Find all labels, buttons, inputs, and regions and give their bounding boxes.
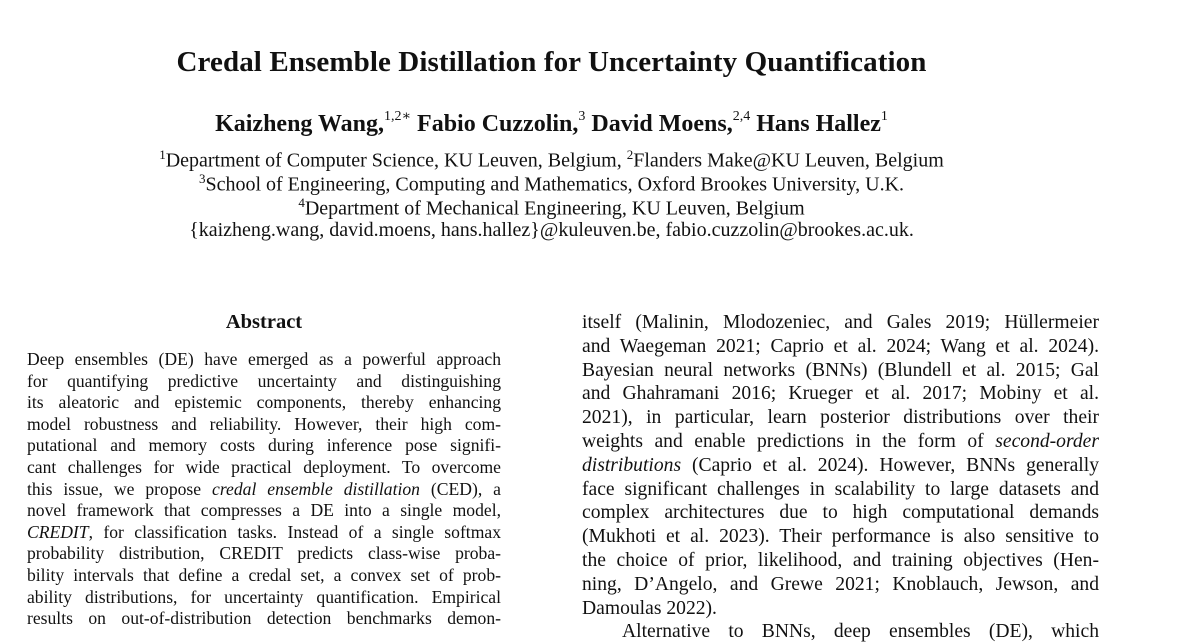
author-affiliation-mark: 3	[578, 109, 586, 124]
text-run: weights and enable predictions in the form of	[582, 430, 996, 452]
text-line	[582, 454, 1099, 478]
abstract-body	[27, 349, 501, 630]
author-name: Fabio Cuzzolin,	[417, 111, 579, 137]
affiliation-mark: 1	[159, 147, 166, 162]
affiliation-mark: 3	[198, 171, 206, 186]
author-name: David Moens,	[591, 111, 733, 137]
text-line	[582, 525, 1099, 549]
abstract-heading: Abstract	[225, 311, 303, 333]
text-run: face significant challenges in scalability to large datasets and	[582, 478, 1099, 500]
text-run: the choice of prior, likelihood, and training objectives (Hen-	[582, 549, 1099, 571]
affiliation-mark: 4	[298, 195, 305, 210]
text-run: (CED), a	[419, 478, 501, 499]
text-run: Damoulas 2022).	[582, 597, 717, 619]
text-line	[27, 522, 501, 544]
text-line	[27, 543, 501, 565]
text-line	[27, 587, 501, 609]
text-run: cant challenges for wide practical deployment. To overcome	[27, 456, 501, 477]
text-line	[582, 478, 1099, 502]
text-run: ability distributions, for uncertainty quantification. Empirical	[27, 586, 501, 607]
text-run: (Caprio et al. 2024). However, BNNs generally	[681, 454, 1099, 476]
text-run: ning, D’Angelo, and Grewe 2021; Knoblauch, Jewson, and	[582, 573, 1099, 595]
text-run: and Waegeman 2021; Caprio et al. 2024; Wang et al. 2024).	[582, 335, 1099, 357]
italic-term: credal ensemble distillation	[212, 478, 420, 499]
text-line	[27, 371, 501, 393]
text-line	[582, 430, 1099, 454]
text-line	[27, 565, 501, 587]
affiliation-text: Flanders Make@KU Leuven, Belgium	[633, 149, 944, 172]
text-line	[27, 608, 501, 630]
affiliation-text: Department of Computer Science, KU Leuven, Belgium,	[165, 149, 627, 172]
text-line	[582, 620, 1099, 644]
author-list	[0, 110, 1103, 138]
text-line	[27, 435, 501, 457]
affiliation-text: Department of Mechanical Engineering, KU Leuven, Belgium	[304, 197, 805, 220]
author-affiliation-mark: 1	[880, 109, 888, 124]
text-run: (Mukhoti et al. 2023). Their performance is also sensitive to	[582, 526, 1099, 548]
text-run: complex architectures due to high computational demands	[582, 502, 1099, 524]
text-run: itself (Malinin, Mlodozeniec, and Gales 2019; Hüllermeier	[582, 312, 1099, 333]
text-line	[27, 479, 501, 501]
text-run: 2021), in particular, learn posterior distributions over their	[582, 407, 1099, 429]
text-line	[582, 382, 1099, 406]
text-run: for quantifying predictive uncertainty and distinguishing	[27, 370, 501, 391]
author-name: Kaizheng Wang,	[215, 111, 385, 137]
text-run: Deep ensembles (DE) have emerged as a powerful approach	[27, 349, 501, 369]
text-run: Alternative to BNNs, deep ensembles (DE), which	[622, 621, 1099, 643]
text-line	[27, 392, 501, 414]
paper-title: Credal Ensemble Distillation for Uncertainty Quantification	[176, 46, 927, 78]
author-affiliation-mark: 2,4	[732, 109, 751, 124]
text-line	[27, 500, 501, 522]
text-line	[27, 457, 501, 479]
text-line	[582, 549, 1099, 573]
author-affiliation-mark: 1,2∗	[384, 109, 412, 124]
text-run: and Ghahramani 2016; Krueger et al. 2017; Mobiny et al.	[582, 383, 1099, 405]
text-line	[582, 597, 1099, 621]
author-emails: {kaizheng.wang, david.moens, hans.hallez}@kuleuven.be, fabio.cuzzolin@brookes.ac.uk.	[189, 219, 914, 241]
text-run: model robustness and reliability. However, their high com-	[27, 413, 501, 434]
text-run: results on out-of-distribution detection benchmarks demon-	[27, 608, 501, 629]
text-line	[582, 311, 1099, 335]
italic-term: second-order	[995, 430, 1099, 452]
affiliation-mark: 2	[626, 147, 634, 162]
affiliation-line	[0, 147, 1103, 173]
affiliation-line	[0, 195, 1103, 221]
text-line	[582, 359, 1099, 383]
text-line	[582, 406, 1099, 430]
text-run: novel framework that compresses a DE into a single model,	[27, 500, 501, 521]
text-run: its aleatoric and epistemic components, thereby enhancing	[27, 392, 501, 413]
text-run: Bayesian neural networks (BNNs) (Blundell et al. 2015; Gal	[582, 359, 1099, 381]
text-run: bility intervals that define a credal set, a convex set of prob-	[27, 564, 501, 585]
text-line	[582, 335, 1099, 359]
italic-term: CREDIT	[27, 521, 89, 542]
affiliation-line	[0, 171, 1103, 197]
affiliation-text: School of Engineering, Computing and Mathematics, Oxford Brookes University, U.K.	[205, 173, 905, 196]
body-text-right-column	[582, 311, 1099, 644]
text-run: probability distribution, CREDIT predicts class-wise proba-	[27, 543, 501, 564]
italic-term: distributions	[582, 454, 682, 476]
author-name: Hans Hallez	[756, 111, 881, 137]
text-run: , for classification tasks. Instead of a single softmax	[88, 521, 501, 542]
text-line	[27, 414, 501, 436]
text-line	[27, 349, 501, 371]
text-run: this issue, we propose	[27, 478, 213, 499]
text-run: putational and memory costs during inference pose signifi-	[27, 435, 501, 456]
text-line	[582, 573, 1099, 597]
text-line	[582, 501, 1099, 525]
